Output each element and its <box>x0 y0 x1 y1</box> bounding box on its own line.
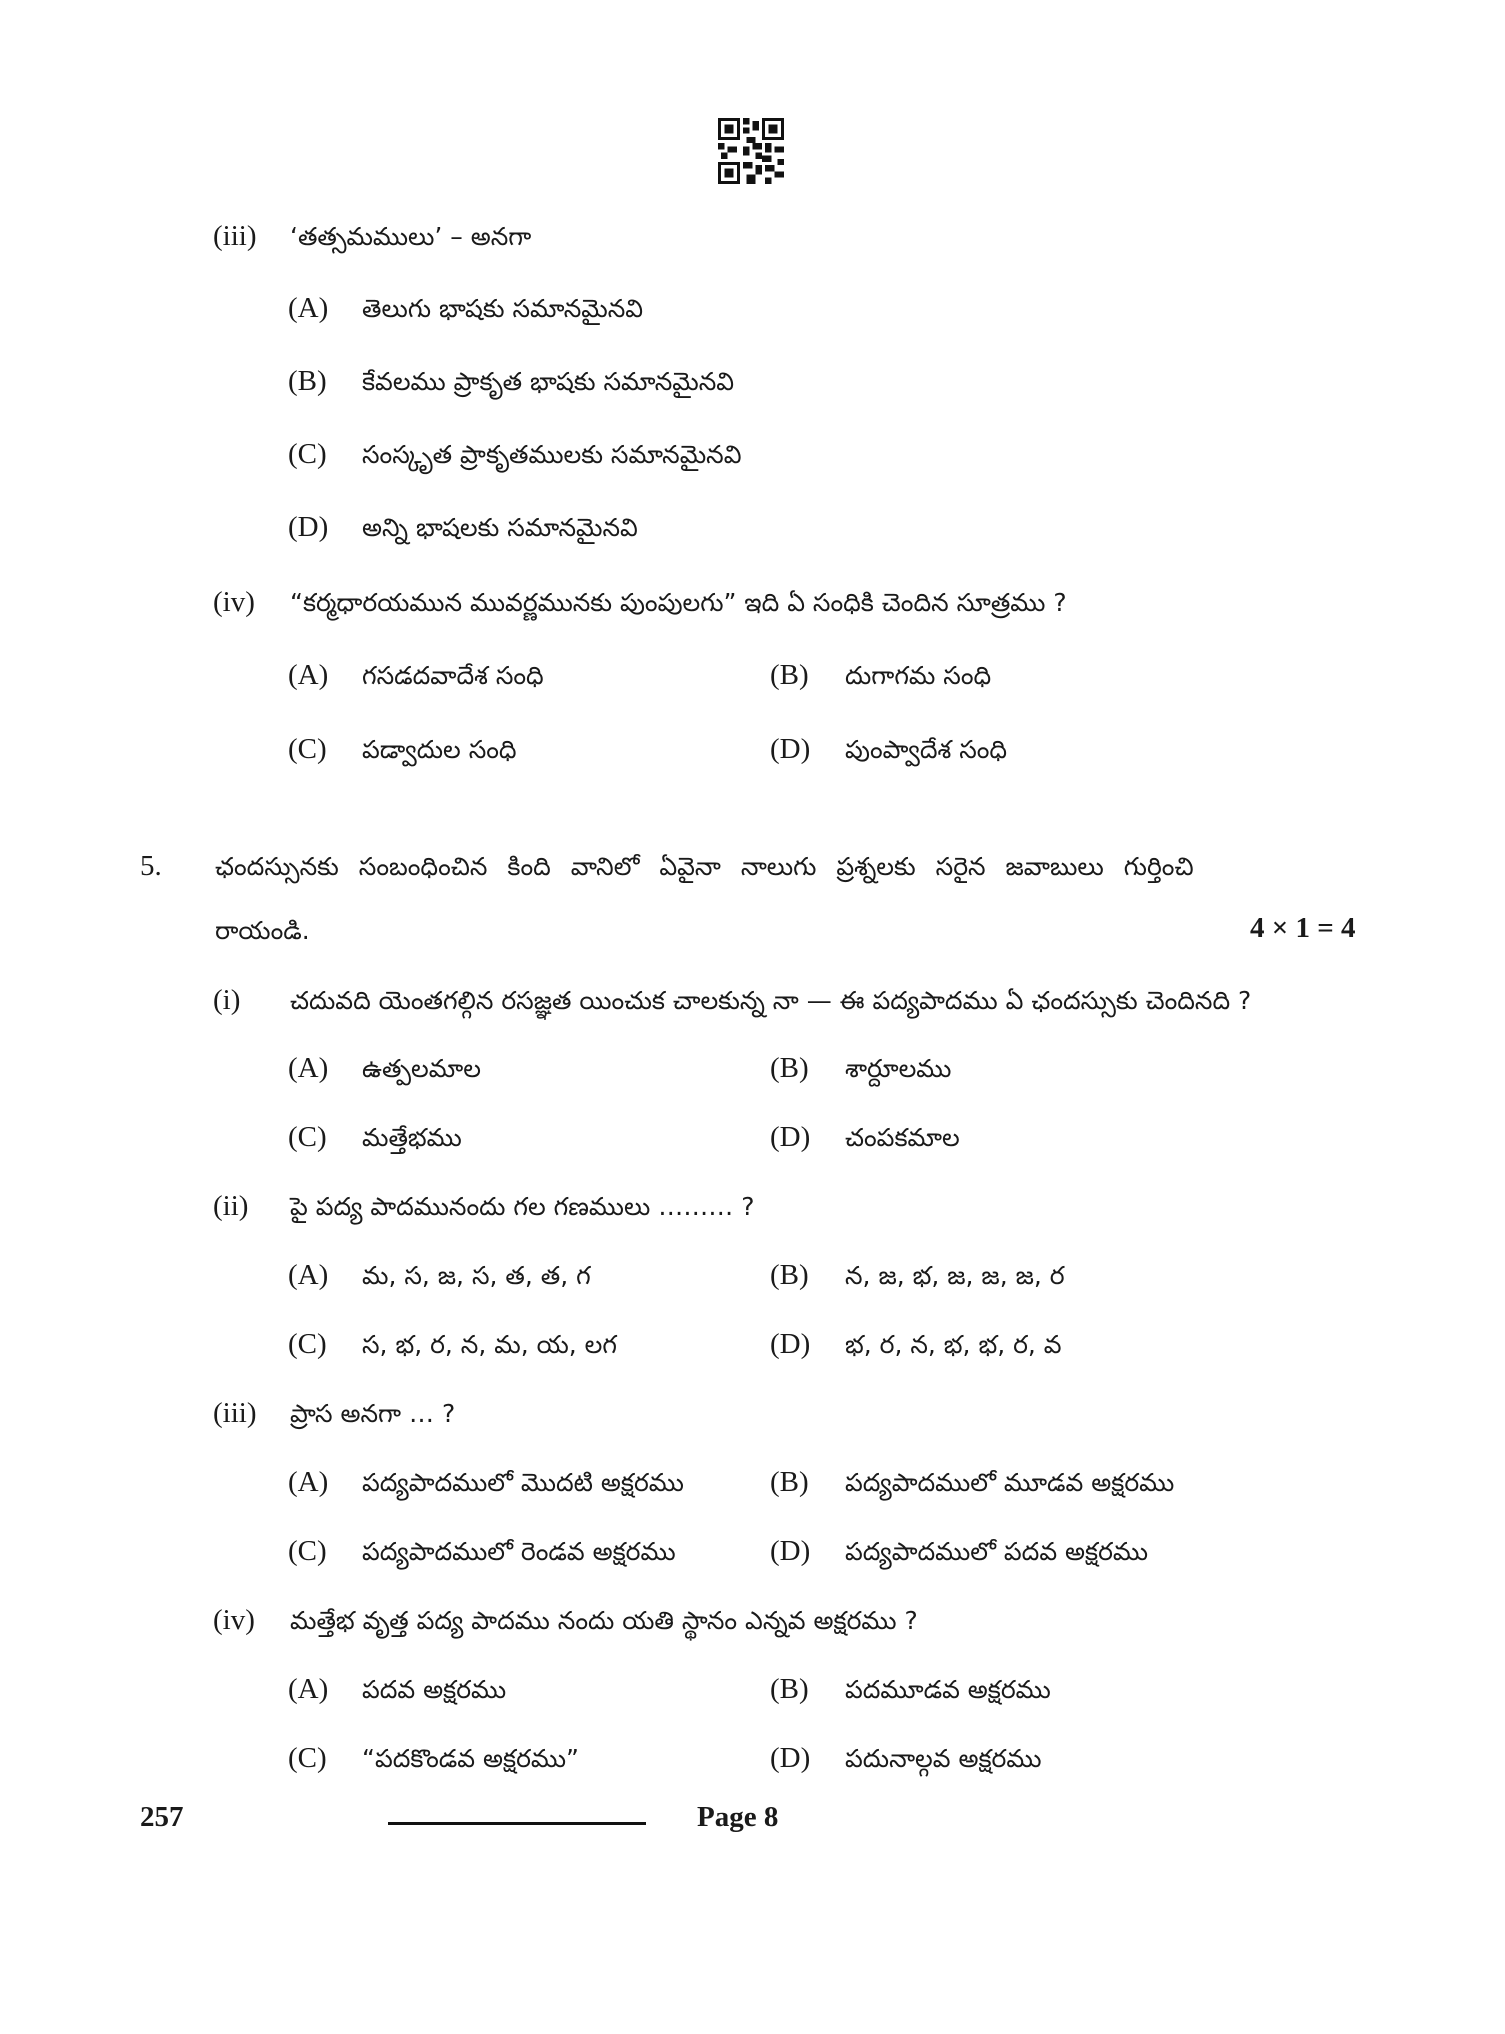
q5-iv-option-c-label: (C) <box>288 1742 327 1774</box>
q4-iv-option-b-label: (B) <box>770 659 809 691</box>
q4-iv-option-c-text: పడ్వాదుల సంధి <box>362 735 517 764</box>
q4-iii-option-a-label: (A) <box>288 292 329 324</box>
q4-iii-option-d-text: అన్ని భాషలకు సమానమైనవి <box>362 513 638 542</box>
q5-iii-option-d-text: పద్యపాదములో పదవ అక్షరము <box>845 1537 1149 1566</box>
q5-iii-option-b-label: (B) <box>770 1466 809 1498</box>
q5-iii-text: ప్రాస అనగా … ? <box>290 1399 456 1428</box>
q4-iii-option-b-label: (B) <box>288 365 327 397</box>
q5-ii-option-c-label: (C) <box>288 1328 327 1360</box>
q5-iv-option-b-text: పదమూడవ అక్షరము <box>845 1675 1051 1704</box>
q4-iii-label: (iii) <box>213 220 257 252</box>
q5-iii-option-a-label: (A) <box>288 1466 329 1498</box>
q5-ii-option-d-label: (D) <box>770 1328 811 1360</box>
q4-iii-option-a-text: తెలుగు భాషకు సమానమైనవి <box>362 294 644 323</box>
q4-iii-option-d-label: (D) <box>288 511 329 543</box>
q5-i-text: చదువది యెంతగల్గిన రసజ్ఞత యించుక చాలకున్న నా — ఈ పద్యపాదము ఏ ఛందస్సుకు చెందినది ? <box>290 986 1252 1015</box>
q5-iii-option-c-text: పద్యపాదములో రెండవ అక్షరము <box>362 1537 676 1566</box>
q5-i-option-b-text: శార్దూలము <box>845 1054 952 1083</box>
q5-ii-label: (ii) <box>213 1190 249 1222</box>
q4-iv-option-b-text: దుగాగమ సంధి <box>845 661 992 690</box>
q5-i-option-a-label: (A) <box>288 1052 329 1084</box>
q5-i-option-c-label: (C) <box>288 1121 327 1153</box>
q4-iv-option-d-text: పుంప్వాదేశ సంధి <box>845 735 1008 764</box>
q5-number: 5. <box>140 850 162 882</box>
q5-text-line2: రాయండి. <box>215 916 310 945</box>
q4-iv-label: (iv) <box>213 586 255 618</box>
page-number: Page 8 <box>697 1801 779 1833</box>
q4-iv-option-d-label: (D) <box>770 733 811 765</box>
q5-i-option-c-text: మత్తేభము <box>362 1123 462 1152</box>
q5-i-option-a-text: ఉత్పలమాల <box>362 1054 481 1083</box>
q5-iv-text: మత్తేభ వృత్త పద్య పాదము నందు యతి స్థానం ఎన్నవ అక్షరము ? <box>290 1606 918 1635</box>
q5-ii-text: పై పద్య పాదమునందు గల గణములు ……… ? <box>290 1192 755 1221</box>
q5-iii-option-a-text: పద్యపాదములో మొదటి అక్షరము <box>362 1468 684 1497</box>
q4-iii-option-c-text: సంస్కృత ప్రాకృతములకు సమానమైనవి <box>362 440 742 469</box>
q5-iii-option-d-label: (D) <box>770 1535 811 1567</box>
q4-iii-option-b-text: కేవలము ప్రాకృత భాషకు సమానమైనవి <box>362 367 735 396</box>
q5-iv-option-d-label: (D) <box>770 1742 811 1774</box>
q5-marks: 4 × 1 = 4 <box>1250 912 1356 944</box>
q5-iii-label: (iii) <box>213 1397 257 1429</box>
q5-iv-option-d-text: పదునాల్గవ అక్షరము <box>845 1744 1042 1773</box>
q4-iv-option-a-text: గసడదవాదేశ సంధి <box>362 661 544 690</box>
q5-ii-option-c-text: స, భ, ర, న, మ, య, లగ <box>362 1330 617 1359</box>
q5-ii-option-d-text: భ, ర, న, భ, భ, ర, వ <box>845 1330 1062 1359</box>
q5-iv-option-a-label: (A) <box>288 1673 329 1705</box>
q4-iv-text: “కర్మధారయమున మువర్ణమునకు పుంపులగు” ఇది ఏ సంధికి చెందిన సూత్రము ? <box>290 588 1067 617</box>
q4-iv-option-a-label: (A) <box>288 659 329 691</box>
q5-iv-option-c-text: “పదకొండవ అక్షరము” <box>362 1744 579 1773</box>
q5-iv-label: (iv) <box>213 1604 255 1636</box>
paper-code: 257 <box>140 1801 184 1833</box>
q5-ii-option-b-text: న, జ, భ, జ, జ, జ, ర <box>845 1261 1065 1290</box>
q5-i-label: (i) <box>213 984 241 1016</box>
footer-divider <box>388 1822 646 1825</box>
q5-iii-option-b-text: పద్యపాదములో మూడవ అక్షరము <box>845 1468 1175 1497</box>
q4-iii-option-c-label: (C) <box>288 438 327 470</box>
q5-iv-option-a-text: పదవ అక్షరము <box>362 1675 507 1704</box>
q4-iii-text: ‘తత్సమములు’ – అనగా <box>290 222 532 251</box>
q5-i-option-b-label: (B) <box>770 1052 809 1084</box>
q5-ii-option-b-label: (B) <box>770 1259 809 1291</box>
q5-i-option-d-label: (D) <box>770 1121 811 1153</box>
q5-i-option-d-text: చంపకమాల <box>845 1123 960 1152</box>
q5-ii-option-a-label: (A) <box>288 1259 329 1291</box>
q4-iv-option-c-label: (C) <box>288 733 327 765</box>
q5-iv-option-b-label: (B) <box>770 1673 809 1705</box>
q5-text-line1: ఛందస్సునకు సంబంధించిన కింది వానిలో ఏవైనా నాలుగు ప్రశ్నలకు సరైన జవాబులు గుర్తించి <box>215 852 1194 881</box>
qr-code-icon <box>718 118 784 184</box>
q5-ii-option-a-text: మ, స, జ, స, త, త, గ <box>362 1261 591 1290</box>
q5-iii-option-c-label: (C) <box>288 1535 327 1567</box>
